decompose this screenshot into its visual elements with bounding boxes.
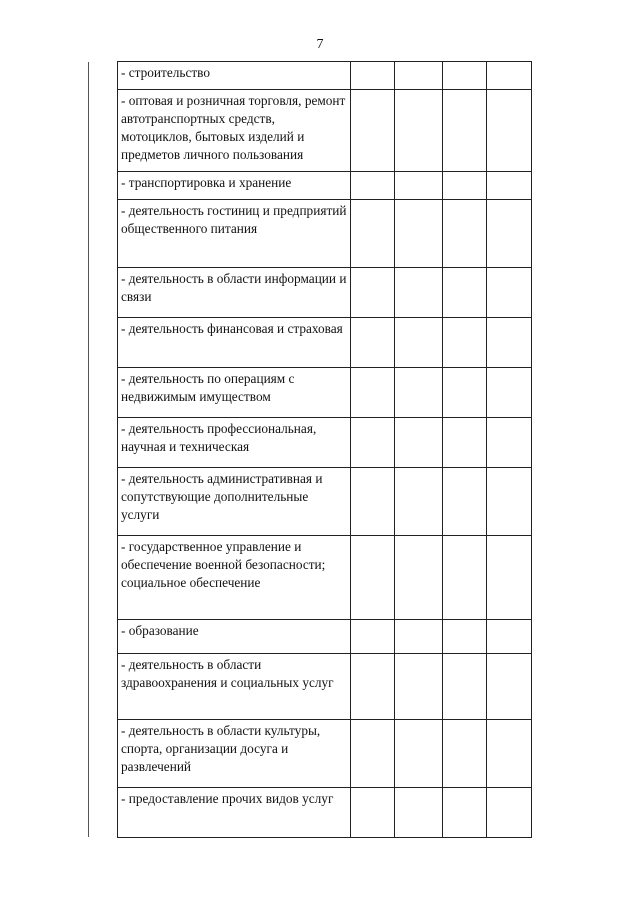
- table-cell: [487, 62, 532, 90]
- table-row: [118, 536, 532, 620]
- row-label: - деятельность в области здравоохранения и социальных услуг: [118, 654, 351, 720]
- table-cell: [351, 536, 395, 620]
- table-cell: [443, 268, 487, 318]
- table-cell: [395, 720, 443, 788]
- table-cell: [351, 318, 395, 368]
- row-label: - образование: [118, 620, 351, 654]
- row-label: - деятельность в области информации и связи: [118, 268, 351, 318]
- table-cell: [443, 172, 487, 200]
- table-cell: [487, 620, 532, 654]
- table-cell: [487, 788, 532, 838]
- table-cell: [487, 368, 532, 418]
- table-cell: [443, 654, 487, 720]
- row-label: - деятельность административная и сопутствующие дополнительные услуги: [118, 468, 351, 536]
- row-label: - строительство: [118, 62, 351, 90]
- table-cell: [443, 788, 487, 838]
- table-cell: [487, 654, 532, 720]
- table-cell: [395, 536, 443, 620]
- table-cell: [443, 720, 487, 788]
- table-cell: [395, 368, 443, 418]
- table-cell: [487, 318, 532, 368]
- table-row: [118, 200, 532, 268]
- table-cell: [351, 720, 395, 788]
- table-row: [118, 90, 532, 172]
- table-cell: [443, 468, 487, 536]
- table-cell: [351, 418, 395, 468]
- row-label: - транспортировка и хранение: [118, 172, 351, 200]
- table-cell: [351, 200, 395, 268]
- table-cell: [395, 62, 443, 90]
- table-row: [118, 788, 532, 838]
- table-cell: [395, 90, 443, 172]
- table-cell: [487, 200, 532, 268]
- table-cell: [487, 268, 532, 318]
- table-row: [118, 368, 532, 418]
- row-label: - оптовая и розничная торговля, ремонт автотранспортных средств, мотоциклов, бытовых изделий и предметов личного пользования: [118, 90, 351, 172]
- table-row: [118, 62, 532, 90]
- row-label: - государственное управление и обеспечение военной безопасности; социальное обеспечение: [118, 536, 351, 620]
- table-row: [118, 468, 532, 536]
- row-label: - деятельность профессиональная, научная и техническая: [118, 418, 351, 468]
- table-row: [118, 318, 532, 368]
- table-cell: [487, 90, 532, 172]
- table-cell: [395, 200, 443, 268]
- table-cell: [395, 468, 443, 536]
- table-cell: [443, 318, 487, 368]
- table-cell: [351, 268, 395, 318]
- table-cell: [443, 536, 487, 620]
- table-cell: [351, 654, 395, 720]
- table-cell: [395, 172, 443, 200]
- table-cell: [443, 418, 487, 468]
- table-cell: [351, 620, 395, 654]
- table-cell: [395, 620, 443, 654]
- table-cell: [443, 368, 487, 418]
- table-cell: [351, 788, 395, 838]
- table-cell: [351, 62, 395, 90]
- table-cell: [443, 200, 487, 268]
- table-cell: [487, 468, 532, 536]
- table-row: [118, 620, 532, 654]
- table-row: [118, 720, 532, 788]
- page-number: 7: [316, 37, 324, 52]
- table-row: [118, 268, 532, 318]
- row-label: - деятельность в области культуры, спорта, организации досуга и развлечений: [118, 720, 351, 788]
- row-label: - предоставление прочих видов услуг: [118, 788, 351, 838]
- table-row: [118, 418, 532, 468]
- table-cell: [443, 620, 487, 654]
- table-cell: [395, 318, 443, 368]
- table-cell: [351, 90, 395, 172]
- table-cell: [395, 788, 443, 838]
- table-cell: [487, 172, 532, 200]
- table-cell: [351, 172, 395, 200]
- table-cell: [395, 418, 443, 468]
- table-cell: [351, 368, 395, 418]
- table-cell: [487, 720, 532, 788]
- table-cell: [443, 90, 487, 172]
- table-cell: [443, 62, 487, 90]
- table-cell: [487, 536, 532, 620]
- table-row: [118, 654, 532, 720]
- row-label: - деятельность по операциям с недвижимым имуществом: [118, 368, 351, 418]
- table-cell: [395, 654, 443, 720]
- margin-line: [88, 62, 89, 837]
- row-label: - деятельность гостиниц и предприятий общественного питания: [118, 200, 351, 268]
- table-cell: [487, 418, 532, 468]
- industry-table: [117, 61, 532, 838]
- table-cell: [351, 468, 395, 536]
- table-cell: [395, 268, 443, 318]
- table-row: [118, 172, 532, 200]
- row-label: - деятельность финансовая и страховая: [118, 318, 351, 368]
